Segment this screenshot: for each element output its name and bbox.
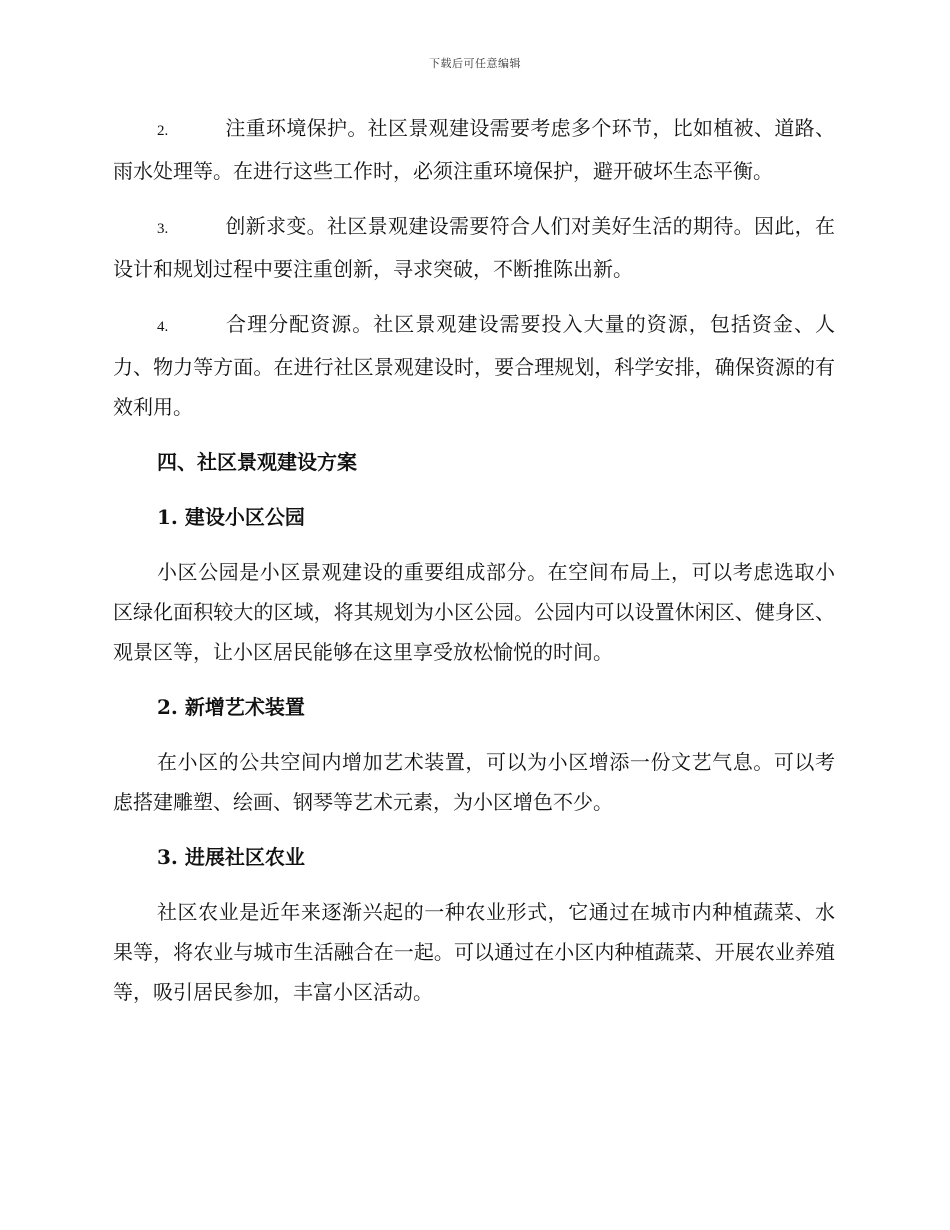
list-item-number: 3.	[157, 221, 169, 237]
list-item-text: 注重环境保护。社区景观建设需要考虑多个环节，比如植被、道路、雨水处理等。在进行这些工作时，必须注重环境保护，避开破坏生态平衡。	[113, 116, 835, 183]
subsection-heading: 3. 进展社区农业	[157, 845, 305, 869]
list-item	[113, 108, 835, 191]
page-header: 下载后可任意编辑	[429, 57, 521, 70]
list-item-text: 合理分配资源。社区景观建设需要投入大量的资源，包括资金、人力、物力等方面。在进行社区景观建设时，要合理规划，科学安排，确保资源的有效利用。	[113, 312, 835, 419]
subsection-heading: 2. 新增艺术装置	[157, 695, 305, 719]
subsection-paragraph: 小区公园是小区景观建设的重要组成部分。在空间布局上，可以考虑选取小区绿化面积较大的区域，将其规划为小区公园。公园内可以设置休闲区、健身区、观景区等，让小区居民能够在这里享受放松愉悦的时间。	[113, 560, 835, 664]
list-item-number: 2.	[157, 123, 169, 139]
list-item	[113, 304, 835, 427]
subsection-paragraph: 在小区的公共空间内增加艺术装置，可以为小区增添一份文艺气息。可以考虑搭建雕塑、绘画、钢琴等艺术元素，为小区增色不少。	[113, 750, 835, 814]
list-item-text: 创新求变。社区景观建设需要符合人们对美好生活的期待。因此，在设计和规划过程中要注重创新，寻求突破，不断推陈出新。	[113, 214, 835, 281]
document-content	[113, 108, 835, 1027]
section-heading: 四、社区景观建设方案	[157, 450, 357, 474]
list-item	[113, 206, 835, 289]
subsection-heading: 1. 建设小区公园	[157, 505, 305, 529]
subsection-paragraph: 社区农业是近年来逐渐兴起的一种农业形式，它通过在城市内种植蔬菜、水果等，将农业与城市生活融合在一起。可以通过在小区内种植蔬菜、开展农业养殖等，吸引居民参加，丰富小区活动。	[113, 900, 835, 1004]
list-item-number: 4.	[157, 319, 169, 335]
